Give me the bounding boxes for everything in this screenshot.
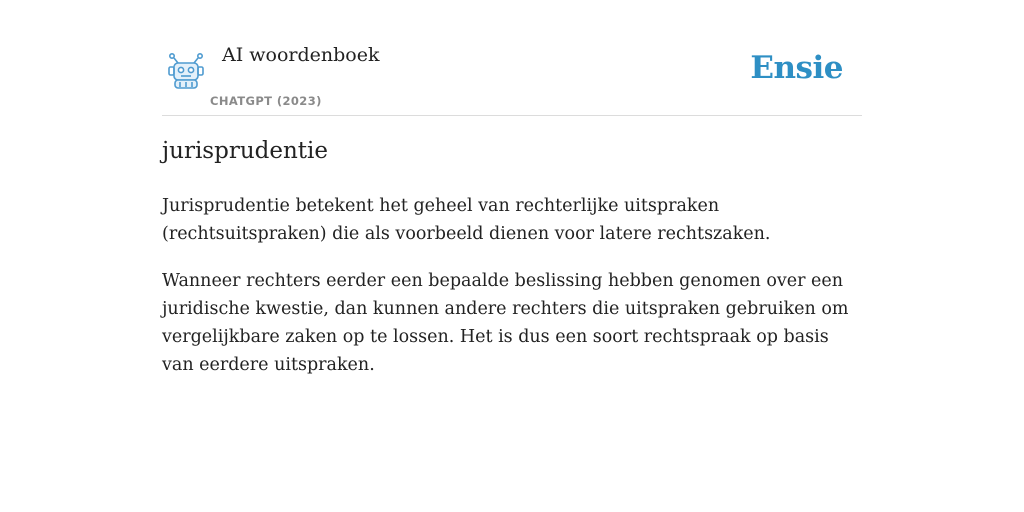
dictionary-source-label: CHATGPT (2023) <box>210 94 322 108</box>
robot-icon <box>166 52 206 90</box>
dictionary-page <box>162 0 862 375</box>
dictionary-title[interactable]: AI woordenboek <box>222 44 380 66</box>
brand-logo[interactable]: Ensie <box>750 50 843 86</box>
page-header <box>162 0 862 116</box>
definition-paragraph: Jurisprudentie betekent het geheel van rechterlijke uitspraken (rechtsuitspraken) die als voorbeeld dienen voor latere rechtszaken. <box>162 196 771 244</box>
entry-term: jurisprudentie <box>162 138 328 164</box>
definition-paragraph: Wanneer rechters eerder een bepaalde beslissing hebben genomen over een juridische kwestie, dan kunnen andere rechters die uitspraken gebruiken om vergelijkbare zaken op te lossen. Het is dus een soort rechtspraak op basis van eerdere uitspraken. <box>162 271 849 375</box>
